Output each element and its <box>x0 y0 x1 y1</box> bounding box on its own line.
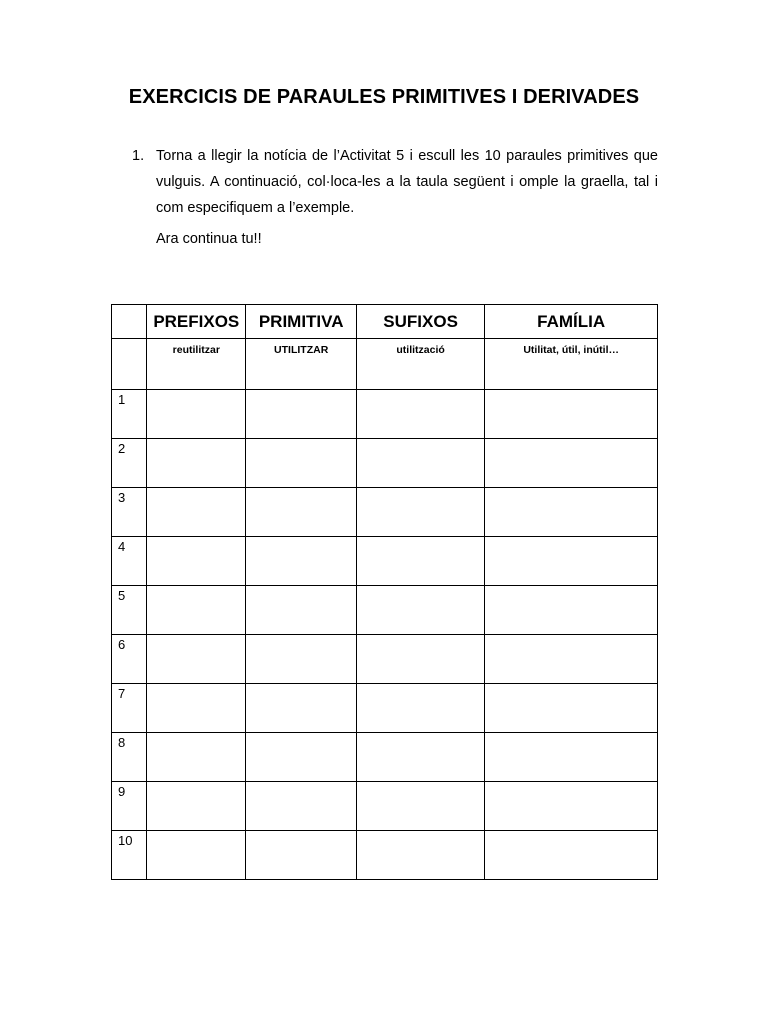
family-cell[interactable] <box>485 537 658 586</box>
table-row <box>112 635 658 684</box>
table-row <box>112 782 658 831</box>
table-row <box>112 733 658 782</box>
primitive-cell[interactable] <box>246 537 356 586</box>
prefix-cell[interactable] <box>147 390 246 439</box>
suffix-cell[interactable] <box>356 390 484 439</box>
instruction-number: 1. <box>132 148 145 164</box>
word-family-table <box>111 304 658 880</box>
family-cell[interactable] <box>485 635 658 684</box>
instruction-text: Torna a llegir la notícia de l’Activitat 5 i escull les 10 paraules primitives que vulguis. A continuació, col·loca-les a la taula següent i omple la graella, tal i com especifiquem a l’exemple. <box>156 148 658 216</box>
suffix-cell[interactable] <box>356 537 484 586</box>
suffix-cell[interactable] <box>356 439 484 488</box>
row-number-cell: 4 <box>112 537 147 586</box>
primitive-cell[interactable] <box>246 439 356 488</box>
family-cell[interactable] <box>485 390 658 439</box>
table-row <box>112 488 658 537</box>
suffix-cell[interactable] <box>356 684 484 733</box>
primitive-cell[interactable] <box>246 586 356 635</box>
example-suffix-cell: utilització <box>356 339 484 390</box>
header-familia: FAMÍLIA <box>485 305 658 339</box>
example-primitive-cell: UTILITZAR <box>246 339 356 390</box>
example-family-cell: Utilitat, útil, inútil… <box>485 339 658 390</box>
row-number-cell: 1 <box>112 390 147 439</box>
instruction-item <box>132 143 658 221</box>
suffix-cell[interactable] <box>356 831 484 880</box>
table-row <box>112 831 658 880</box>
prefix-cell[interactable] <box>147 831 246 880</box>
prefix-cell[interactable] <box>147 635 246 684</box>
primitive-cell[interactable] <box>246 390 356 439</box>
primitive-cell[interactable] <box>246 635 356 684</box>
header-corner-cell <box>112 305 147 339</box>
prefix-cell[interactable] <box>147 586 246 635</box>
prefix-cell[interactable] <box>147 439 246 488</box>
table-row <box>112 684 658 733</box>
prefix-cell[interactable] <box>147 733 246 782</box>
table-row <box>112 586 658 635</box>
prefix-cell[interactable] <box>147 782 246 831</box>
family-cell[interactable] <box>485 439 658 488</box>
example-number-cell <box>112 339 147 390</box>
suffix-cell[interactable] <box>356 733 484 782</box>
primitive-cell[interactable] <box>246 488 356 537</box>
prefix-cell[interactable] <box>147 684 246 733</box>
suffix-cell[interactable] <box>356 635 484 684</box>
row-number-cell: 9 <box>112 782 147 831</box>
primitive-cell[interactable] <box>246 831 356 880</box>
family-cell[interactable] <box>485 733 658 782</box>
row-number-cell: 8 <box>112 733 147 782</box>
table-row <box>112 439 658 488</box>
continue-prompt: Ara continua tu!! <box>156 231 262 247</box>
prefix-cell[interactable] <box>147 537 246 586</box>
example-prefix-cell: reutilitzar <box>147 339 246 390</box>
family-cell[interactable] <box>485 831 658 880</box>
prefix-cell[interactable] <box>147 488 246 537</box>
row-number-cell: 10 <box>112 831 147 880</box>
table-row <box>112 537 658 586</box>
table-row <box>112 390 658 439</box>
header-sufixos: SUFIXOS <box>356 305 484 339</box>
primitive-cell[interactable] <box>246 733 356 782</box>
family-cell[interactable] <box>485 782 658 831</box>
row-number-cell: 5 <box>112 586 147 635</box>
family-cell[interactable] <box>485 684 658 733</box>
header-prefixos: PREFIXOS <box>147 305 246 339</box>
header-primitiva: PRIMITIVA <box>246 305 356 339</box>
row-number-cell: 2 <box>112 439 147 488</box>
row-number-cell: 6 <box>112 635 147 684</box>
family-cell[interactable] <box>485 488 658 537</box>
row-number-cell: 7 <box>112 684 147 733</box>
primitive-cell[interactable] <box>246 782 356 831</box>
table-header-row <box>112 305 658 339</box>
page-title: EXERCICIS DE PARAULES PRIMITIVES I DERIVADES <box>128 86 640 108</box>
suffix-cell[interactable] <box>356 586 484 635</box>
family-cell[interactable] <box>485 586 658 635</box>
primitive-cell[interactable] <box>246 684 356 733</box>
row-number-cell: 3 <box>112 488 147 537</box>
suffix-cell[interactable] <box>356 488 484 537</box>
suffix-cell[interactable] <box>356 782 484 831</box>
example-row <box>112 339 658 390</box>
